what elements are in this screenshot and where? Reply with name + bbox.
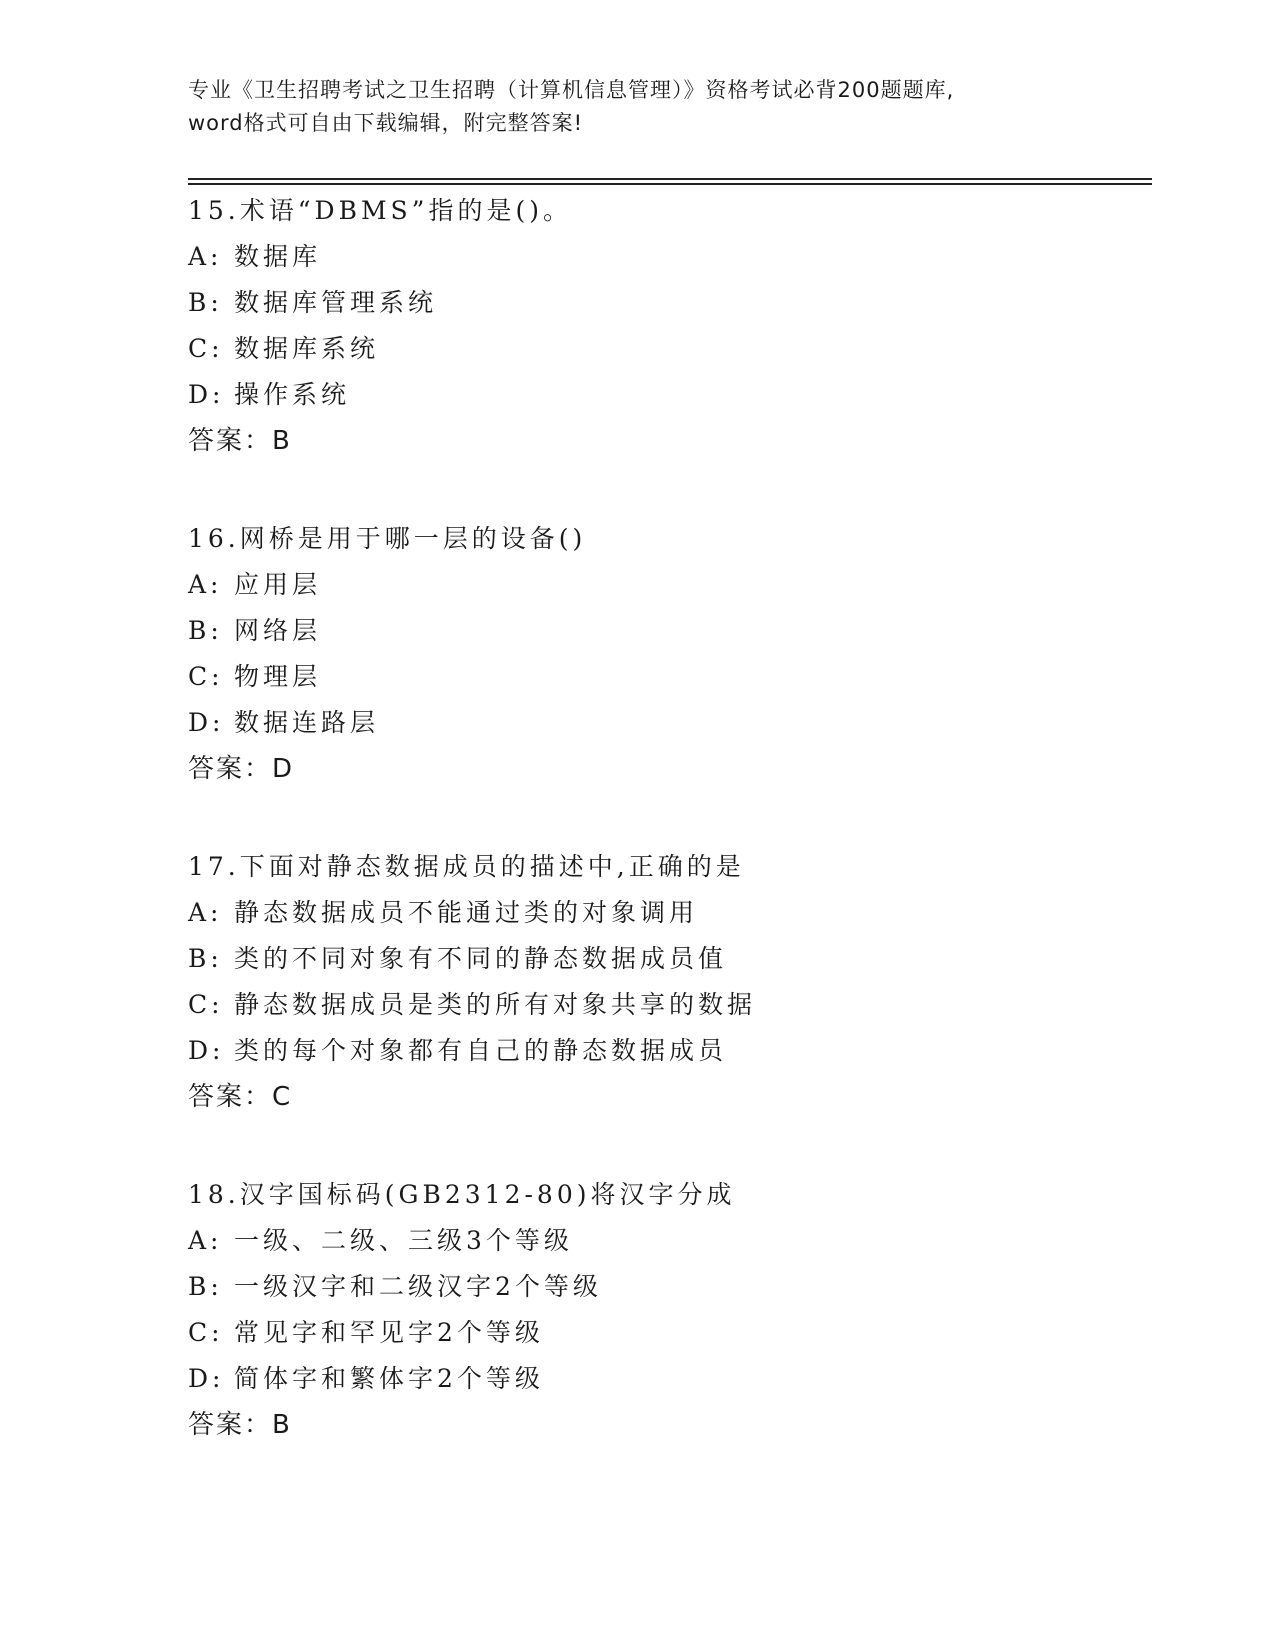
option-c xyxy=(188,982,1148,1028)
question-list xyxy=(188,188,1148,1500)
option-text: 操作系统 xyxy=(234,380,351,409)
option-text: 类的每个对象都有自己的静态数据成员 xyxy=(234,1036,728,1065)
option-d xyxy=(188,1356,1148,1402)
option-a xyxy=(188,234,1148,280)
option-letter: A: xyxy=(188,570,223,599)
option-text: 一级汉字和二级汉字2个等级 xyxy=(234,1272,602,1301)
option-b xyxy=(188,280,1148,326)
question-17 xyxy=(188,844,1148,1120)
question-15 xyxy=(188,188,1148,464)
option-letter: A: xyxy=(188,898,223,927)
question-stem: 17.下面对静态数据成员的描述中,正确的是 xyxy=(188,852,745,881)
option-a xyxy=(188,890,1148,936)
option-text: 数据库管理系统 xyxy=(234,288,438,317)
option-d xyxy=(188,700,1148,746)
option-d xyxy=(188,1028,1148,1074)
option-text: 物理层 xyxy=(234,662,322,691)
question-stem: 16.网桥是用于哪一层的设备() xyxy=(188,524,587,553)
option-b xyxy=(188,1264,1148,1310)
option-letter: D: xyxy=(188,380,225,409)
option-c xyxy=(188,326,1148,372)
option-a xyxy=(188,1218,1148,1264)
option-letter: B: xyxy=(188,288,223,317)
option-text: 静态数据成员不能通过类的对象调用 xyxy=(234,898,699,927)
header-line-1: 专业《卫生招聘考试之卫生招聘（计算机信息管理）》资格考试必背200题题库, xyxy=(188,78,955,102)
option-text: 网络层 xyxy=(234,616,322,645)
option-letter: A: xyxy=(188,242,223,271)
option-letter: B: xyxy=(188,944,223,973)
header-line-2: word格式可自由下载编辑，附完整答案! xyxy=(188,111,584,135)
option-d xyxy=(188,372,1148,418)
option-letter: D: xyxy=(188,1036,225,1065)
answer-label: 答案：B xyxy=(188,1410,292,1440)
option-text: 类的不同对象有不同的静态数据成员值 xyxy=(234,944,728,973)
question-stem: 18.汉字国标码(GB2312-80)将汉字分成 xyxy=(188,1180,736,1209)
question-16 xyxy=(188,516,1148,792)
option-b xyxy=(188,608,1148,654)
option-letter: C: xyxy=(188,1318,224,1347)
option-text: 一级、二级、三级3个等级 xyxy=(234,1226,573,1255)
option-text: 数据库系统 xyxy=(234,334,380,363)
option-letter: C: xyxy=(188,990,224,1019)
option-a xyxy=(188,562,1148,608)
option-letter: C: xyxy=(188,334,224,363)
answer-label: 答案：C xyxy=(188,1082,293,1112)
option-letter: B: xyxy=(188,616,223,645)
option-c xyxy=(188,1310,1148,1356)
question-18 xyxy=(188,1172,1148,1448)
header-divider-bottom xyxy=(188,183,1152,185)
option-text: 数据连路层 xyxy=(234,708,380,737)
option-letter: A: xyxy=(188,1226,223,1255)
option-letter: D: xyxy=(188,708,225,737)
option-text: 数据库 xyxy=(234,242,322,271)
option-letter: D: xyxy=(188,1364,225,1393)
option-text: 简体字和繁体字2个等级 xyxy=(234,1364,544,1393)
answer-label: 答案：B xyxy=(188,426,292,456)
header-divider-top xyxy=(188,178,1152,180)
answer-label: 答案：D xyxy=(188,754,295,784)
option-text: 应用层 xyxy=(234,570,322,599)
question-stem: 15.术语“DBMS”指的是()。 xyxy=(188,196,572,225)
option-text: 常见字和罕见字2个等级 xyxy=(234,1318,544,1347)
option-c xyxy=(188,654,1148,700)
document-header xyxy=(188,74,1088,140)
option-letter: B: xyxy=(188,1272,223,1301)
option-text: 静态数据成员是类的所有对象共享的数据 xyxy=(234,990,757,1019)
option-letter: C: xyxy=(188,662,224,691)
option-b xyxy=(188,936,1148,982)
